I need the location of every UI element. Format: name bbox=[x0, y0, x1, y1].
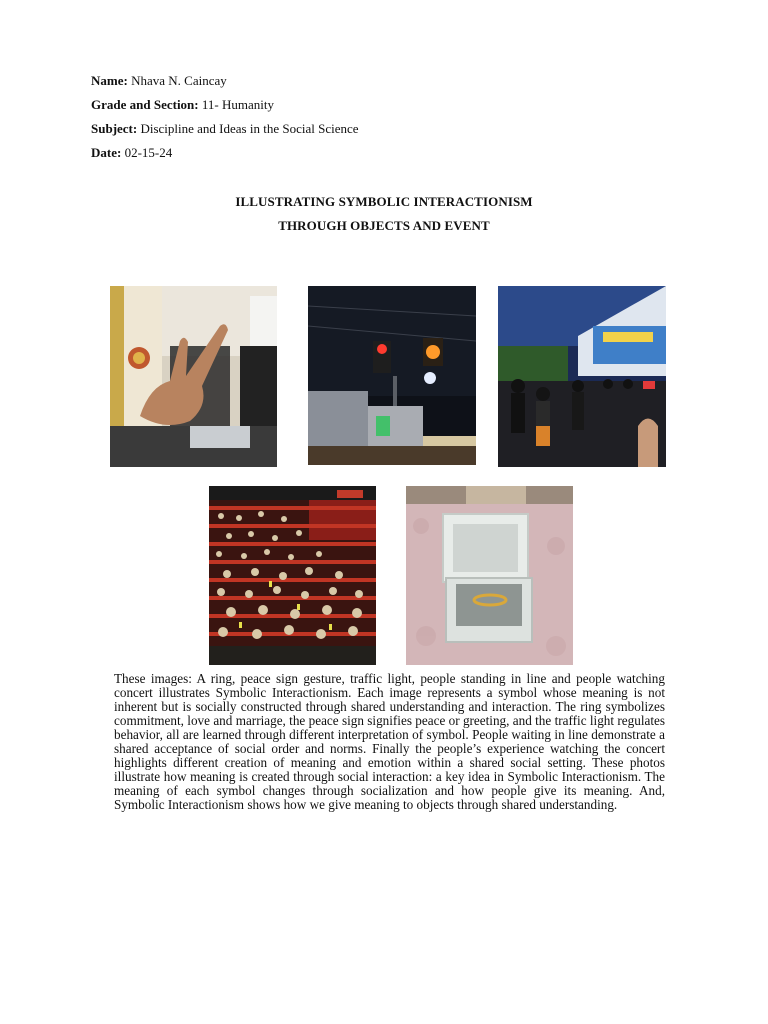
document-title-line-1: ILLUSTRATING SYMBOLIC INTERACTIONISM bbox=[235, 194, 533, 209]
queue-crowd-photo-icon bbox=[498, 286, 666, 467]
concert-audience-photo-icon bbox=[209, 486, 376, 665]
name-line bbox=[91, 73, 227, 89]
ring-box-photo bbox=[406, 486, 573, 665]
subject-value: Discipline and Ideas in the Social Science bbox=[140, 121, 359, 136]
concert-audience-photo bbox=[209, 486, 376, 665]
document-title-line-2: THROUGH OBJECTS AND EVENT bbox=[278, 218, 490, 233]
subject-line bbox=[91, 121, 359, 137]
subject-label: Subject: bbox=[91, 121, 138, 136]
traffic-light-photo bbox=[308, 286, 476, 465]
body-paragraph: These images: A ring, peace sign gesture, traffic light, people standing in line and people watching concert illustrates Symbolic Interactionism. Each image represents a symbol whose meaning is not inherent but is socially constructed through shared understanding and interaction. The ring symbolizes commitment, love and marriage, the peace sign signifies peace or greeting, and the traffic light regulates behavior, all are learned through different interpretation of symbol. People waiting in line demonstrate a shared acceptance of social order and norms. Finally the people’s experience watching the concert highlights different creation of meaning and emotion within a shared social setting. These photos illustrate how meaning is created through social interaction: a key idea in Symbolic Interactionism. The meaning of each symbol changes through socialization and how people give its meaning. And, Symbolic Interactionism shows how we give meaning to objects through shared understanding. bbox=[114, 671, 665, 812]
date-line bbox=[91, 145, 172, 161]
peace-sign-photo-icon bbox=[110, 286, 277, 467]
peace-sign-photo bbox=[110, 286, 277, 467]
traffic-light-photo-icon bbox=[308, 286, 476, 465]
date-label: Date: bbox=[91, 145, 122, 160]
queue-crowd-photo bbox=[498, 286, 666, 467]
date-value: 02-15-24 bbox=[124, 145, 173, 160]
grade-value: 11- Humanity bbox=[201, 97, 274, 112]
name-label: Name: bbox=[91, 73, 128, 88]
grade-label: Grade and Section: bbox=[91, 97, 199, 112]
name-value: Nhava N. Caincay bbox=[131, 73, 227, 88]
ring-box-photo-icon bbox=[406, 486, 573, 665]
grade-section-line bbox=[91, 97, 274, 113]
